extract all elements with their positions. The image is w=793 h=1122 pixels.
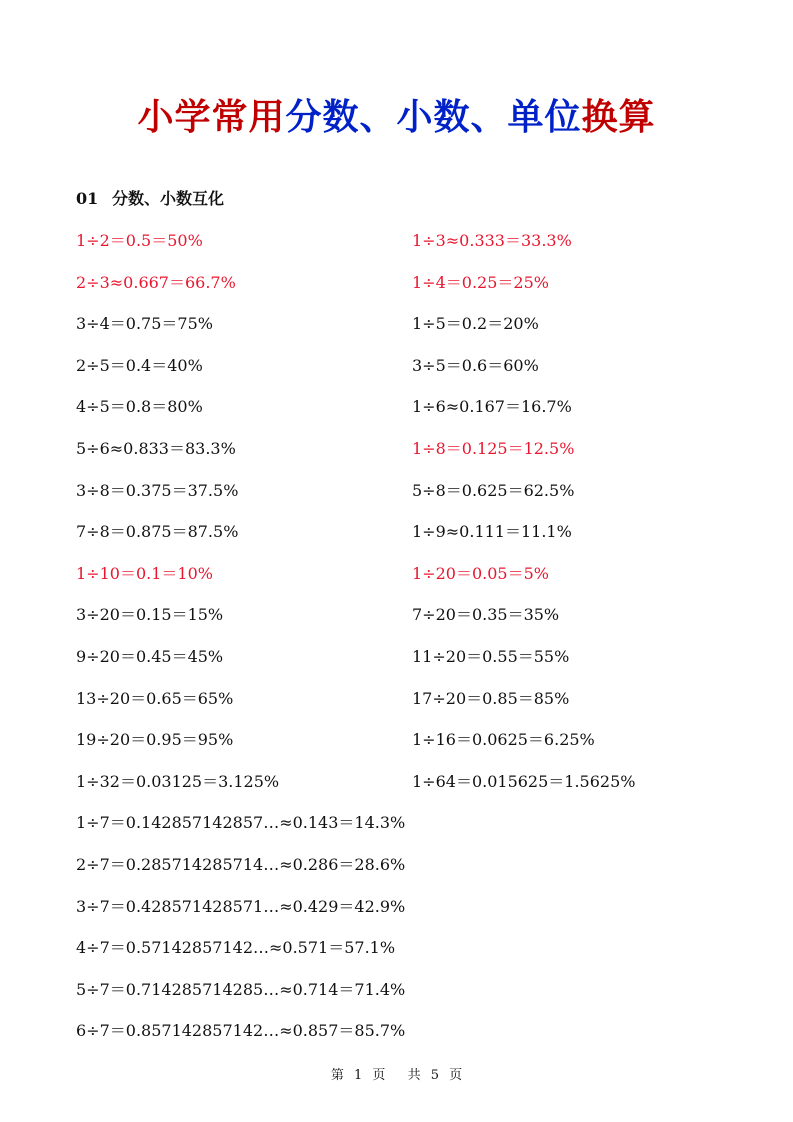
conversion-equation: 11÷20＝0.55＝55%: [412, 647, 570, 666]
conversion-equation: 1÷3≈0.333＝33.3%: [412, 231, 572, 250]
conversion-equation: 4÷7＝0.57142857142…≈0.571＝57.1%: [76, 938, 396, 958]
footer-current-suffix: 页: [372, 1068, 386, 1083]
conversion-equation: 1÷2＝0.5＝50%: [76, 231, 203, 250]
section-label: 分数、小数互化: [112, 189, 225, 208]
page-title: [0, 92, 793, 144]
conversion-equation: 1÷16＝0.0625＝6.25%: [412, 730, 595, 750]
conversion-equation: 1÷5＝0.2＝20%: [412, 314, 539, 334]
conversion-equation: 7÷8＝0.875＝87.5%: [76, 522, 239, 542]
section-number: 01: [76, 189, 99, 208]
conversion-equation: 1÷6≈0.167＝16.7%: [412, 397, 572, 417]
conversion-equation: 5÷7＝0.714285714285…≈0.714＝71.4%: [76, 979, 406, 999]
conversion-equation: 3÷20＝0.15＝15%: [76, 605, 224, 625]
conversion-equation: 1÷20＝0.05＝5%: [412, 563, 549, 583]
title-part-2: 分数、小数、单位: [285, 97, 582, 138]
conversion-equation: 1÷64＝0.015625＝1.5625%: [412, 771, 636, 791]
conversion-equation: 5÷8＝0.625＝62.5%: [412, 480, 575, 500]
conversion-equation: 5÷6≈0.833＝83.3%: [76, 439, 236, 458]
conversion-equation: 2÷3≈0.667＝66.7%: [76, 272, 236, 292]
conversion-equation: 1÷32＝0.03125＝3.125%: [76, 771, 280, 791]
conversion-equation: 6÷7＝0.857142857142…≈0.857＝85.7%: [76, 1021, 406, 1041]
conversion-equation: 3÷8＝0.375＝37.5%: [76, 480, 239, 500]
conversion-equation: 7÷20＝0.35＝35%: [412, 605, 560, 625]
conversion-equation: 19÷20＝0.95＝95%: [76, 730, 234, 750]
conversion-equation: 2÷5＝0.4＝40%: [76, 355, 203, 375]
conversion-equation: 3÷7＝0.428571428571…≈0.429＝42.9%: [76, 896, 406, 916]
conversion-equation: 1÷8＝0.125＝12.5%: [412, 439, 575, 458]
conversion-equation: 1÷7＝0.142857142857…≈0.143＝14.3%: [76, 813, 406, 833]
conversion-equation: 3÷5＝0.6＝60%: [412, 355, 539, 375]
footer-total-prefix: 共: [407, 1068, 421, 1083]
conversion-equation: 17÷20＝0.85＝85%: [412, 688, 570, 708]
conversion-equation: 1÷9≈0.111＝11.1%: [412, 522, 572, 542]
page-footer: [0, 1066, 793, 1086]
conversion-equation: 1÷4＝0.25＝25%: [412, 272, 549, 292]
footer-total-pages: 5: [430, 1068, 439, 1083]
conversion-equation: 13÷20＝0.65＝65%: [76, 688, 234, 708]
conversion-equation: 9÷20＝0.45＝45%: [76, 647, 224, 666]
title-part-1: 小学常用: [137, 97, 286, 138]
section-heading: [76, 186, 224, 212]
footer-total-suffix: 页: [449, 1068, 463, 1083]
conversion-equation: 4÷5＝0.8＝80%: [76, 397, 203, 417]
conversion-equation: 2÷7＝0.285714285714…≈0.286＝28.6%: [76, 855, 406, 874]
footer-current-prefix: 第: [330, 1068, 344, 1083]
title-part-3: 换算: [581, 97, 656, 138]
conversion-equation: 3÷4＝0.75＝75%: [76, 314, 213, 334]
conversion-equation: 1÷10＝0.1＝10%: [76, 563, 213, 583]
footer-current-page: 1: [353, 1068, 363, 1083]
